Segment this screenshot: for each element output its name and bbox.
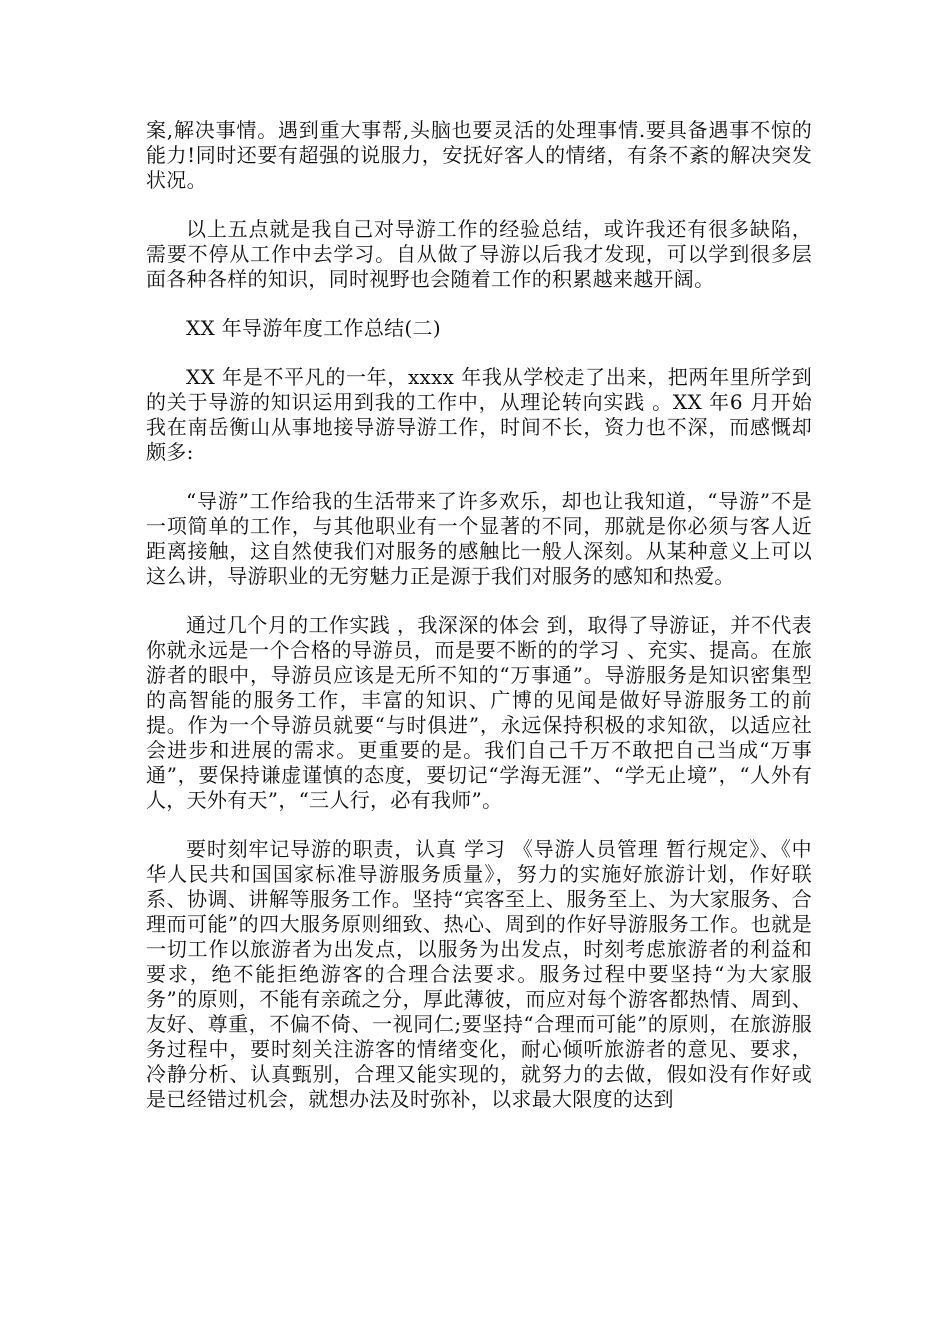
paragraph-intro: XX 年是不平凡的一年，xxxx 年我从学校走了出来，把两年里所学到的关于导游的知识运用到我的工作中，从理论转向实践 。XX 年6 月开始我在南岳衡山从事地接导游导游工作，时间不长，资力也不深，而感慨却颇多:	[146, 365, 812, 464]
document-page	[146, 118, 812, 1112]
paragraph-continuation: 案,解决事情。遇到重大事帮,头脑也要灵活的处理事情.要具备遇事不惊的能力!同时还要有超强的说服力，安抚好客人的情绪，有条不紊的解决突发状况。	[146, 118, 812, 192]
paragraph-guide-work: “导游”工作给我的生活带来了许多欢乐，却也让我知道，“导游”不是一项简单的工作，与其他职业有一个显著的不同，那就是你必须与客人近距离接触，这自然使我们对服务的感触比一般人深刻。从某种意义上可以这么讲，导游职业的无穷魅力正是源于我们对服务的感知和热爱。	[146, 489, 812, 588]
paragraph-summary: 以上五点就是我自己对导游工作的经验总结，或许我还有很多缺陷，需要不停从工作中去学习。自从做了导游以后我才发现，可以学到很多层面各种各样的知识，同时视野也会随着工作的积累越来越开阔。	[146, 217, 812, 291]
paragraph-practice: 通过几个月的工作实践 ，我深深的体会 到，取得了导游证，并不代表你就永远是一个合格的导游员，而是要不断的的学习 、充实、提高。在旅游者的眼中，导游员应该是无所不知的“万事通”。导游服务是知识密集型的高智能的服务工作，丰富的知识、广博的见闻是做好导游服务工的前提。作为一个导游员就要“与时俱进”，永远保持积极的求知欲，以适应社会进步和进展的需求。更重要的是。我们自己千万不敢把自己当成“万事通”，要保持谦虚谨慎的态度，要切记“学海无涯”、“学无止境”，“人外有人，天外有天”，“三人行，必有我师”。	[146, 613, 812, 812]
paragraph-duties: 要时刻牢记导游的职责，认真 学习 《导游人员管理 暂行规定》、《中华人民共和国国家标准导游服务质量》，努力的实施好旅游计划，作好联系、协调、讲解等服务工作。坚持“宾客至上、服务至上、为大家服务、合理而可能”的四大服务原则细致、热心、周到的作好导游服务工作。也就是一切工作以旅游者为出发点，以服务为出发点，时刻考虑旅游者的利益和要求，绝不能拒绝游客的合理合法要求。服务过程中要坚持“为大家服务”的原则，不能有亲疏之分，厚此薄彼，而应对每个游客都热情、周到、友好、尊重，不偏不倚、一视同仁;要坚持“合理而可能”的原则，在旅游服务过程中，要时刻关注游客的情绪变化，耐心倾听旅游者的意见、要求，冷静分析、认真甄别，合理又能实现的，就努力的去做，假如没有作好或是已经错过机会，就想办法及时弥补，以求最大限度的达到	[146, 837, 812, 1111]
section-heading: XX 年导游年度工作总结(二)	[186, 316, 441, 340]
